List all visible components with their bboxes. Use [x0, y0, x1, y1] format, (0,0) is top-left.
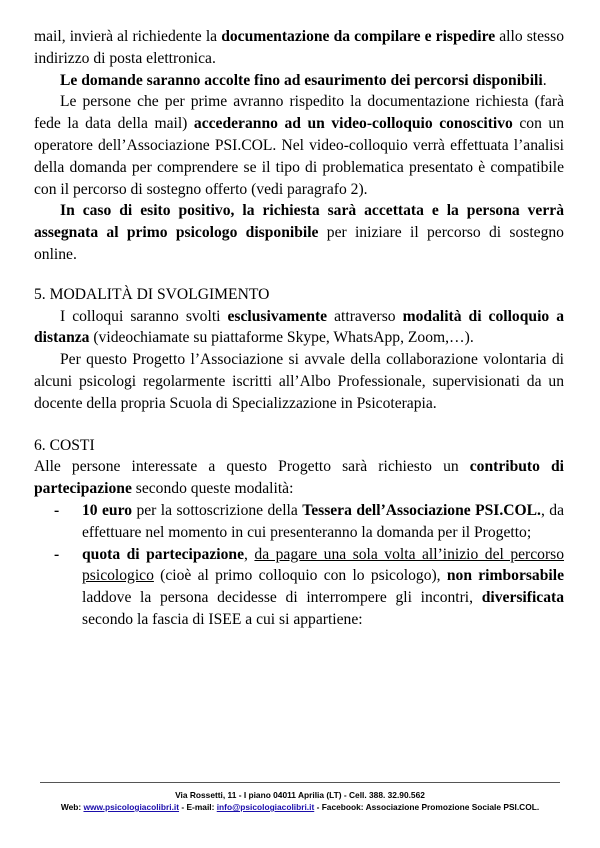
email-label: - E-mail:	[179, 802, 217, 812]
text: con un operatore dell’Associazione PSI.COL. Nel video-colloquio verrà effettuata l’analisi della domanda per comprendere se il tipo di problematica presentato è compatibile con il percorso di sostegno offerto (vedi paragrafo 2).	[34, 115, 565, 198]
bold-text: diversificata	[481, 589, 564, 607]
dash-bullet: -	[54, 501, 60, 519]
spacer	[34, 266, 564, 284]
bold-text: modalità di colloquio a distanza	[34, 307, 565, 347]
text: per iniziare il percorso di sostegno online.	[34, 224, 564, 263]
text: ,	[244, 545, 255, 563]
paragraph-availability	[34, 70, 564, 92]
website-link[interactable]: www.psicologiacolibri.it	[83, 802, 180, 812]
text: (cioè al primo colloquio con lo psicologo),	[153, 567, 447, 585]
text: .	[542, 71, 547, 89]
paragraph-video-interview	[34, 91, 564, 200]
bold-text: quota di partecipazione	[82, 545, 245, 563]
spacer	[34, 415, 564, 435]
facebook-text: - Facebook: Associazione Promozione Sociale PSI.COL.	[314, 802, 540, 812]
text: secondo la fascia di ISEE a cui si appartiene:	[82, 610, 363, 628]
document-page	[34, 26, 564, 631]
text: per la sottoscrizione della	[132, 501, 303, 519]
web-label: Web:	[60, 802, 84, 812]
section-5-heading: 5. MODALITÀ DI SVOLGIMENTO	[34, 285, 270, 303]
footer-contacts	[0, 801, 600, 813]
bold-text: documentazione da compilare e rispedire	[221, 28, 496, 45]
text: allo stesso indirizzo di posta elettronica.	[34, 28, 564, 67]
bold-text: contributo di partecipazione	[34, 458, 565, 498]
bold-text: accederanno ad un video-colloquio conoscitivo	[193, 115, 513, 133]
paragraph-positive-outcome	[34, 200, 564, 265]
paragraph-remote-sessions	[34, 306, 564, 350]
bold-text: Le domande saranno accolte fino ad esaurimento dei percorsi disponibili	[60, 71, 543, 89]
bold-text: non rimborsabile	[446, 567, 564, 585]
text: I colloqui saranno svolti	[60, 307, 228, 325]
text: (videochiamate su piattaforme Skype, WhatsApp, Zoom,…).	[89, 329, 474, 347]
list-item-participation-fee	[54, 544, 564, 631]
section-6-heading: 6. COSTI	[34, 436, 95, 454]
page-footer	[0, 782, 600, 813]
list-item-membership	[54, 500, 564, 544]
text: secondo queste modalità:	[131, 480, 294, 498]
bold-text: esclusivamente	[227, 307, 328, 325]
bold-text: 10 euro	[82, 501, 133, 519]
bold-text: Tessera dell’Associazione PSI.COL.	[302, 501, 541, 519]
paragraph-documentation	[34, 26, 564, 70]
underlined-text: da pagare una sola volta all’inizio del percorso psicologico	[82, 545, 565, 585]
email-link[interactable]: info@psicologiacolibri.it	[216, 802, 315, 812]
paragraph-volunteer-psychologists: Per questo Progetto l’Associazione si avvale della collaborazione volontaria di alcuni psicologi regolarmente iscritti all’Albo Professionale, supervisionati da un docente della propria Scuola di Specializzazione in Psicoterapia.	[34, 351, 564, 412]
text: mail, invierà al richiedente la	[34, 28, 222, 45]
footer-divider	[40, 782, 560, 783]
bold-text: In caso di esito positivo, la richiesta sarà accettata e la persona verrà assegnata al primo psicologo disponibile	[34, 202, 564, 242]
text: attraverso	[327, 307, 403, 325]
text: Alle persone interessate a questo Progetto sarà richiesto un	[34, 458, 470, 476]
text: laddove la persona decidesse di interrompere gli incontri,	[82, 589, 482, 607]
text: Le persone che per prime avranno rispedito la documentazione richiesta (farà fede la data della mail)	[34, 93, 564, 133]
costs-list	[34, 500, 564, 631]
footer-address: Via Rossetti, 11 - I piano 04011 Aprilia (LT) - Cell. 388. 32.90.562	[175, 790, 425, 800]
paragraph-costs-intro	[34, 456, 564, 500]
text: , da effettuare nel momento in cui presenteranno la domanda per il Progetto;	[82, 501, 564, 541]
dash-bullet: -	[54, 545, 60, 563]
